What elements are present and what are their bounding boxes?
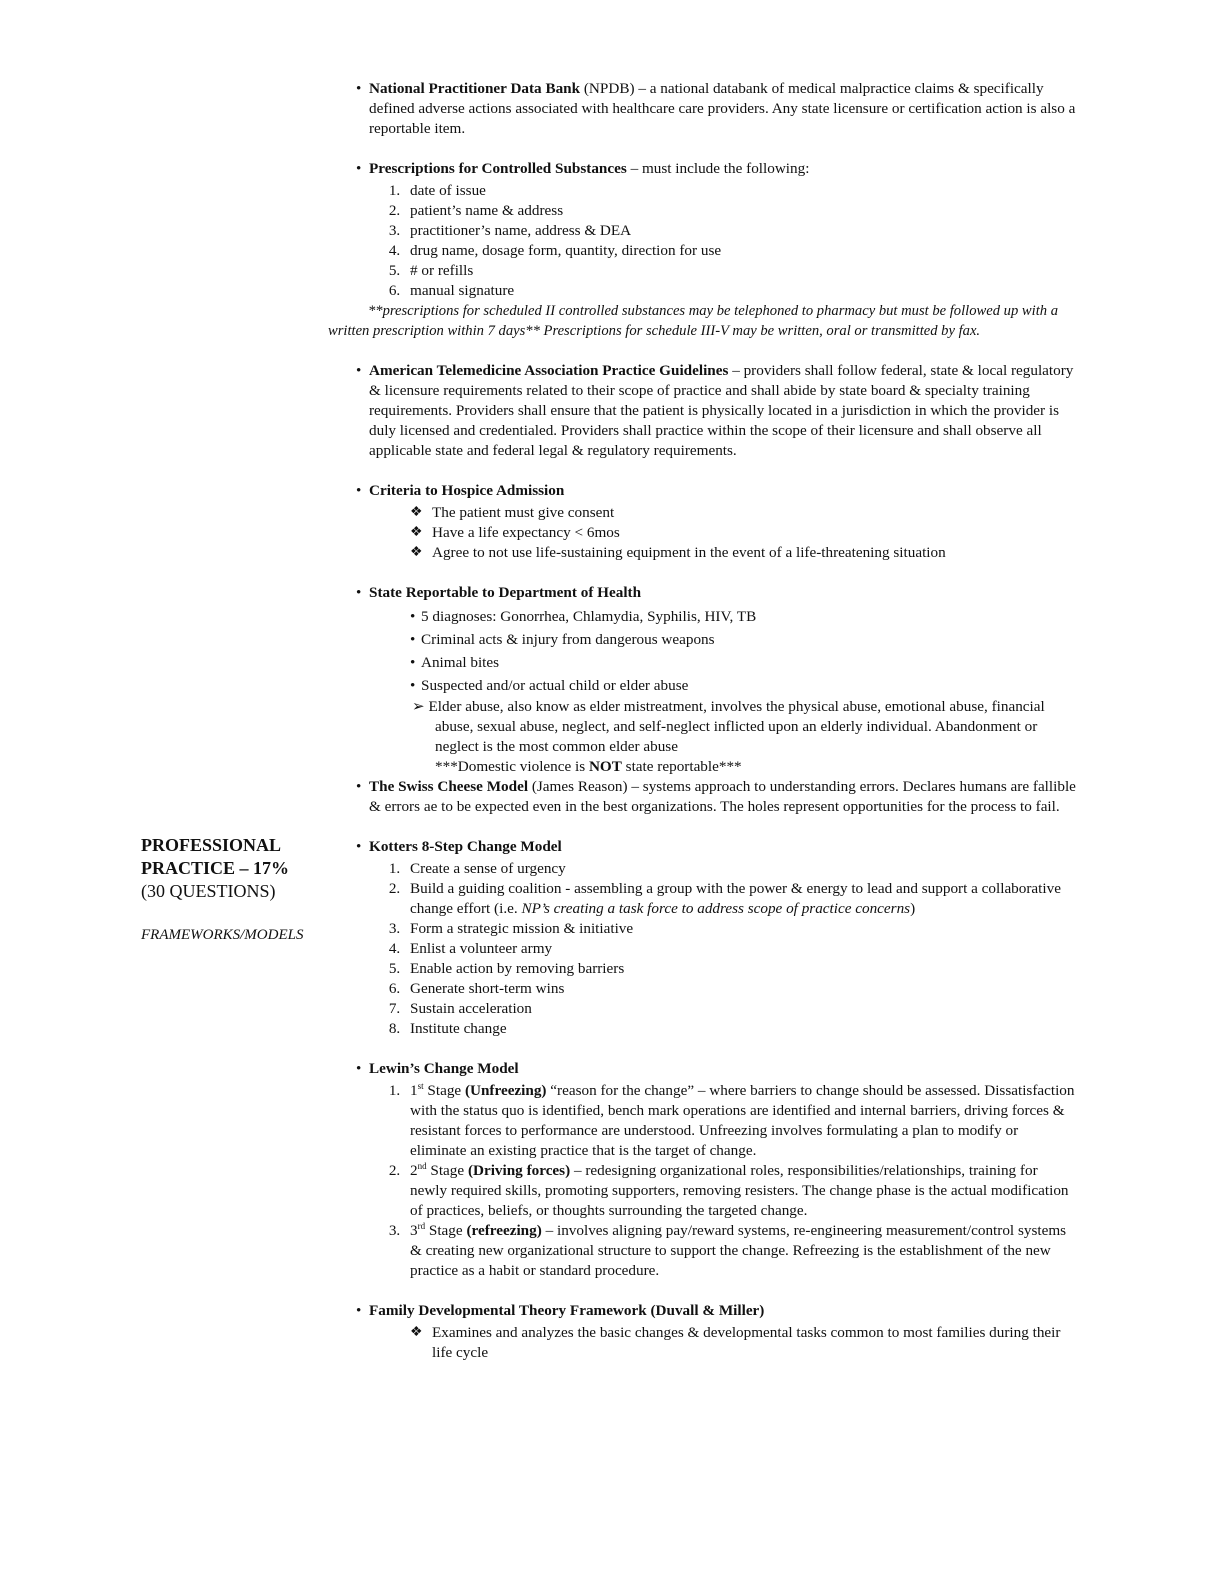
diamond-bullet-icon: ❖ <box>410 525 423 540</box>
list-item <box>404 1221 1076 1281</box>
kotter-heading <box>356 837 1076 857</box>
npdb-abbr: (NPDB) <box>580 80 635 97</box>
arrow-bullet-icon: ➢ <box>412 698 429 715</box>
list-item: 6. Generate short-term wins <box>404 979 1076 999</box>
rx-heading <box>356 159 1076 179</box>
elder-abuse-text: Elder abuse, also know as elder mistreatment, involves the physical abuse, emotional abuse, financial abuse, sexual abuse, neglect, and self-neglect inflicted upon an elderly individual. Abandonment or neglect is the most common elder abuse <box>428 698 1045 755</box>
lewin-heading <box>356 1059 1076 1079</box>
reportable-title: State Reportable to Department of Health <box>369 584 642 601</box>
npdb-text: – a national databank of medical malpractice claims & specifically defined adverse actions associated with healthcare care providers. Any state licensure or certification action is also a reportable item. <box>369 80 1076 137</box>
hospice-title: Criteria to Hospice Admission <box>369 482 565 499</box>
kotter-title: Kotters 8-Step Change Model <box>369 838 562 855</box>
stage1-sup: st <box>417 1080 424 1091</box>
list-item: 4. drug name, dosage form, quantity, direction for use <box>404 241 1076 261</box>
reportable-heading <box>356 583 1076 603</box>
list-item <box>404 1161 1076 1221</box>
npdb-paragraph <box>356 79 1076 139</box>
stage3-label: (refreezing) <box>466 1222 542 1239</box>
list-item-text: Have a life expectancy < 6mos <box>432 524 620 541</box>
list-item: 1. Create a sense of urgency <box>404 859 1076 879</box>
diamond-bullet-icon: ❖ <box>410 545 423 560</box>
section-title: PROFESSIONAL PRACTICE – 17% <box>141 835 290 878</box>
lewin-entry <box>356 1059 1076 1281</box>
swiss-cheese-entry <box>356 777 1076 817</box>
rx-entry <box>328 159 1076 341</box>
swiss-cheese-title: The Swiss Cheese Model <box>369 778 529 795</box>
list-item <box>410 1323 1076 1363</box>
kotter-step2-example: NP’s creating a task force to address scope of practice concerns <box>521 900 911 917</box>
list-item: 6. manual signature <box>404 281 1076 301</box>
list-item: 5. # or refills <box>404 261 1076 281</box>
stage-word: Stage <box>425 1222 467 1239</box>
stage2-num: 2 <box>410 1162 418 1179</box>
stage1-label-text: Unfreezing) <box>470 1082 547 1099</box>
ata-title: American Telemedicine Association Practice Guidelines <box>369 362 729 379</box>
family-title: Family Developmental Theory Framework (Duvall & Miller) <box>369 1302 765 1319</box>
elder-abuse-item <box>356 697 1076 757</box>
document-body <box>328 79 1076 1383</box>
ata-text: – providers shall follow federal, state & local regulatory & licensure requirements related to their scope of practice and shall abide by state board & specialty training requirements. Providers shall ensure that the patient is physically located in a jurisdiction in which the provider is duly licensed and credentialed. Providers shall practice within the scope of their licensure and shall observe all applicable state and federal legal & regulatory requirements. <box>369 362 1074 459</box>
rx-note: **prescriptions for scheduled II controlled substances may be telephoned to pharmacy but must be followed up with a written prescription within 7 days** Prescriptions for schedule III-V may be written, oral or transmitted by fax. <box>328 303 1058 339</box>
domestic-violence-note <box>356 757 1076 777</box>
kotter-step2-text: Build a guiding coalition - assembling a group with the power & energy to lead and support a collaborative change effort (i.e. <box>410 880 1061 917</box>
list-item <box>410 543 1076 563</box>
list-item <box>410 523 1076 543</box>
stage2-label: (Driving forces) <box>467 1162 571 1179</box>
rx-text: – must include the following: <box>626 160 810 177</box>
reportable-entry <box>356 583 1076 777</box>
subsection-label: FRAMEWORKS/MODELS <box>141 927 304 943</box>
stage3-text: – involves aligning pay/reward systems, re-engineering measurement/control systems & creating new organizational structure to support the change. Refreezing is the establishment of the new practice as a habit or standard procedure. <box>410 1222 1067 1279</box>
list-item: • Suspected and/or actual child or elder abuse <box>410 674 1076 697</box>
list-item: 3. practitioner’s name, address & DEA <box>404 221 1076 241</box>
diamond-bullet-icon: ❖ <box>410 505 423 520</box>
stage2-sup: nd <box>417 1160 427 1171</box>
dv-prefix: ***Domestic violence is <box>435 758 589 775</box>
list-item-text: Agree to not use life-sustaining equipment in the event of a life-threatening situation <box>432 544 946 561</box>
swiss-cheese-author: (James Reason) <box>528 778 628 795</box>
swiss-cheese-text: – systems approach to understanding errors. Declares humans are fallible & errors ae to be expected even in the best organizations. The holes represent opportunities for the process to fail. <box>369 778 1076 815</box>
family-list <box>356 1323 1076 1363</box>
list-item: 1. date of issue <box>404 181 1076 201</box>
list-item: 8. Institute change <box>404 1019 1076 1039</box>
list-item: 5. Enable action by removing barriers <box>404 959 1076 979</box>
list-item: 3. Form a strategic mission & initiative <box>404 919 1076 939</box>
hospice-heading <box>356 481 1076 501</box>
dv-suffix: state reportable*** <box>621 758 742 775</box>
stage1-text: “reason for the change” – where barriers to change should be assessed. Dissatisfaction with the status quo is identified, bench mark operations are identified and internal barriers, driving forces & resistant forces to performance are understood. Unfreezing involves formulating a plan to modify or eliminate an existing practice that is the target of change. <box>410 1082 1075 1159</box>
list-item-text: Examines and analyzes the basic changes & developmental tasks common to most families during their life cycle <box>432 1324 1061 1361</box>
hospice-criteria-list <box>356 503 1076 563</box>
family-entry <box>356 1301 1076 1363</box>
dv-not: NOT <box>588 758 622 775</box>
kotter-step2-end: ) <box>910 900 916 917</box>
list-item: • Criminal acts & injury from dangerous weapons <box>410 628 1076 651</box>
stage-word: Stage <box>423 1082 465 1099</box>
swiss-cheese-paragraph <box>356 777 1076 817</box>
reportable-list <box>356 605 1076 697</box>
list-item: 7. Sustain acceleration <box>404 999 1076 1019</box>
kotter-steps-list <box>356 859 1076 1039</box>
rx-title: Prescriptions for Controlled Substances <box>369 160 627 177</box>
list-item-text: The patient must give consent <box>432 504 615 521</box>
family-heading <box>356 1301 1076 1321</box>
stage3-sup: rd <box>417 1220 426 1231</box>
list-item: • 5 diagnoses: Gonorrhea, Chlamydia, Syphilis, HIV, TB <box>410 605 1076 628</box>
npdb-entry <box>356 79 1076 139</box>
list-item <box>404 879 1076 919</box>
stage-word: Stage <box>426 1162 468 1179</box>
stage3-num: 3 <box>410 1222 418 1239</box>
list-item: • Animal bites <box>410 651 1076 674</box>
section-question-count: (30 QUESTIONS) <box>141 881 276 901</box>
stage2-text: – redesigning organizational roles, responsibilities/relationships, training for newly required skills, promoting supporters, removing resisters. The change phase is the actual modification of practices, beliefs, or thoughts surrounding the targeted change. <box>410 1162 1069 1219</box>
list-item: 2. patient’s name & address <box>404 201 1076 221</box>
rx-requirements-list <box>356 181 1076 301</box>
lewin-stages-list <box>356 1081 1076 1281</box>
kotter-entry <box>356 837 1076 1039</box>
list-item <box>410 503 1076 523</box>
lewin-title: Lewin’s Change Model <box>369 1060 519 1077</box>
ata-entry <box>356 361 1076 461</box>
diamond-bullet-icon: ❖ <box>410 1325 423 1340</box>
hospice-entry <box>356 481 1076 563</box>
ata-paragraph <box>356 361 1076 461</box>
stage1-num: 1 <box>410 1082 418 1099</box>
stage1-label: (Unfreezing) <box>464 1082 547 1099</box>
npdb-title: National Practitioner Data Bank <box>369 80 581 97</box>
list-item <box>404 1081 1076 1161</box>
list-item: 4. Enlist a volunteer army <box>404 939 1076 959</box>
